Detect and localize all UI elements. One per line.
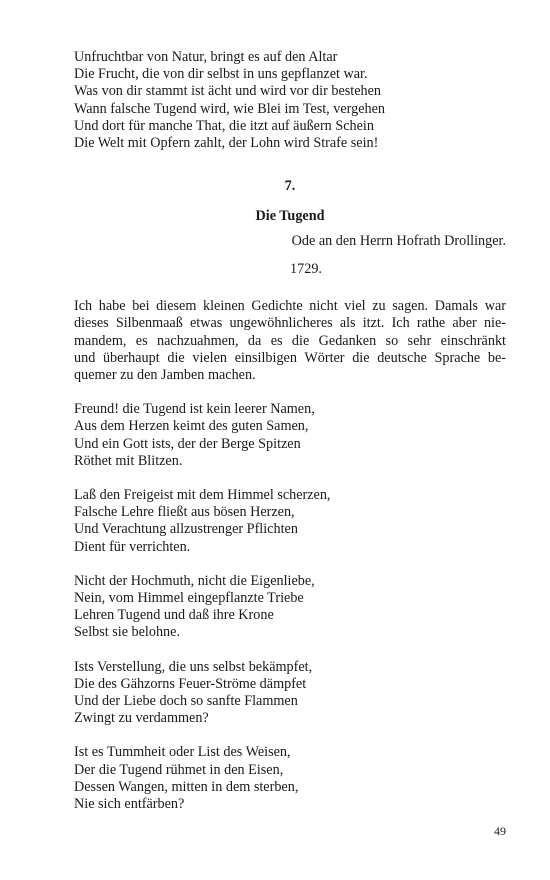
- verse-line: Der die Tugend rühmet in den Eisen,: [74, 761, 284, 778]
- verse-line: Nicht der Hochmuth, nicht die Eigenliebe,: [74, 572, 315, 589]
- verse-line: Und der Liebe doch so sanfte Flammen: [74, 693, 298, 710]
- verse-line: Freund! die Tugend ist kein leerer Namen,: [74, 401, 315, 418]
- verse-line: Aus dem Herzen keimt des guten Samen,: [74, 418, 309, 435]
- poem-dedication: Ode an den Herrn Hofrath Drollinger.: [291, 233, 506, 250]
- verse-line: Die des Gähzorns Feuer-Ströme dämpfet: [74, 675, 307, 692]
- verse-line: Zwingt zu verdammen?: [74, 710, 209, 727]
- preface-line: dieses Silbenmaaß etwas ungewöhnlicheres als itzt. Ich rathe aber nie-: [74, 315, 506, 332]
- preface-line: mandem, es nachzuahmen, da es die Gedanken so sehr einschränkt: [74, 332, 506, 349]
- verse-line: Laß den Freigeist mit dem Himmel scherzen,: [74, 487, 331, 504]
- verse-line: Was von dir stammt ist ächt und wird vor dir bestehen: [74, 83, 381, 100]
- poem-title: Die Tugend: [255, 208, 325, 225]
- preface-line: Ich habe bei diesem kleinen Gedichte nicht viel zu sagen. Damals war: [74, 298, 506, 315]
- section-number: 7.: [284, 178, 296, 195]
- verse-line: Lehren Tugend und daß ihre Krone: [74, 607, 274, 624]
- previous-poem-ending: [74, 49, 506, 152]
- verse-line: Die Welt mit Opfern zahlt, der Lohn wird Strafe sein!: [74, 135, 379, 152]
- page-number: 49: [494, 824, 506, 838]
- book-page: [74, 49, 506, 813]
- stanza: [74, 401, 506, 470]
- author-preface: [74, 298, 506, 384]
- preface-line: und überhaupt die vielen einsilbigen Wörter die deutsche Sprache be-: [74, 349, 506, 366]
- verse-line: Ists Verstellung, die uns selbst bekämpfet,: [74, 658, 313, 675]
- verse-line: Dient für verrichten.: [74, 538, 191, 555]
- verse-line: Und dort für manche That, die itzt auf äußern Schein: [74, 117, 374, 134]
- verse-line: Die Frucht, die von dir selbst in uns gepflanzet war.: [74, 66, 368, 83]
- stanza: [74, 659, 506, 728]
- verse-line: Und ein Gott ists, der der Berge Spitzen: [74, 435, 301, 452]
- verse-line: Selbst sie belohne.: [74, 624, 180, 641]
- verse-line: Falsche Lehre fließt aus bösen Herzen,: [74, 504, 295, 521]
- verse-line: Und Verachtung allzustrenger Pflichten: [74, 521, 298, 538]
- stanza: [74, 487, 506, 556]
- preface-line: quemer zu den Jamben machen.: [74, 367, 256, 384]
- verse-line: Röthet mit Blitzen.: [74, 452, 183, 469]
- stanza: [74, 573, 506, 642]
- verse-line: Wann falsche Tugend wird, wie Blei im Test, vergehen: [74, 100, 385, 117]
- verse-line: Nie sich entfärben?: [74, 796, 185, 813]
- verse-line: Nein, vom Himmel eingepflanzte Triebe: [74, 590, 304, 607]
- poem-year: 1729.: [290, 261, 322, 278]
- verse-line: Ist es Tummheit oder List des Weisen,: [74, 744, 291, 761]
- verse-line: Unfruchtbar von Natur, bringt es auf den Altar: [74, 49, 338, 65]
- stanza: [74, 744, 506, 813]
- poem-body: [74, 401, 506, 813]
- verse-line: Dessen Wangen, mitten in dem sterben,: [74, 778, 299, 795]
